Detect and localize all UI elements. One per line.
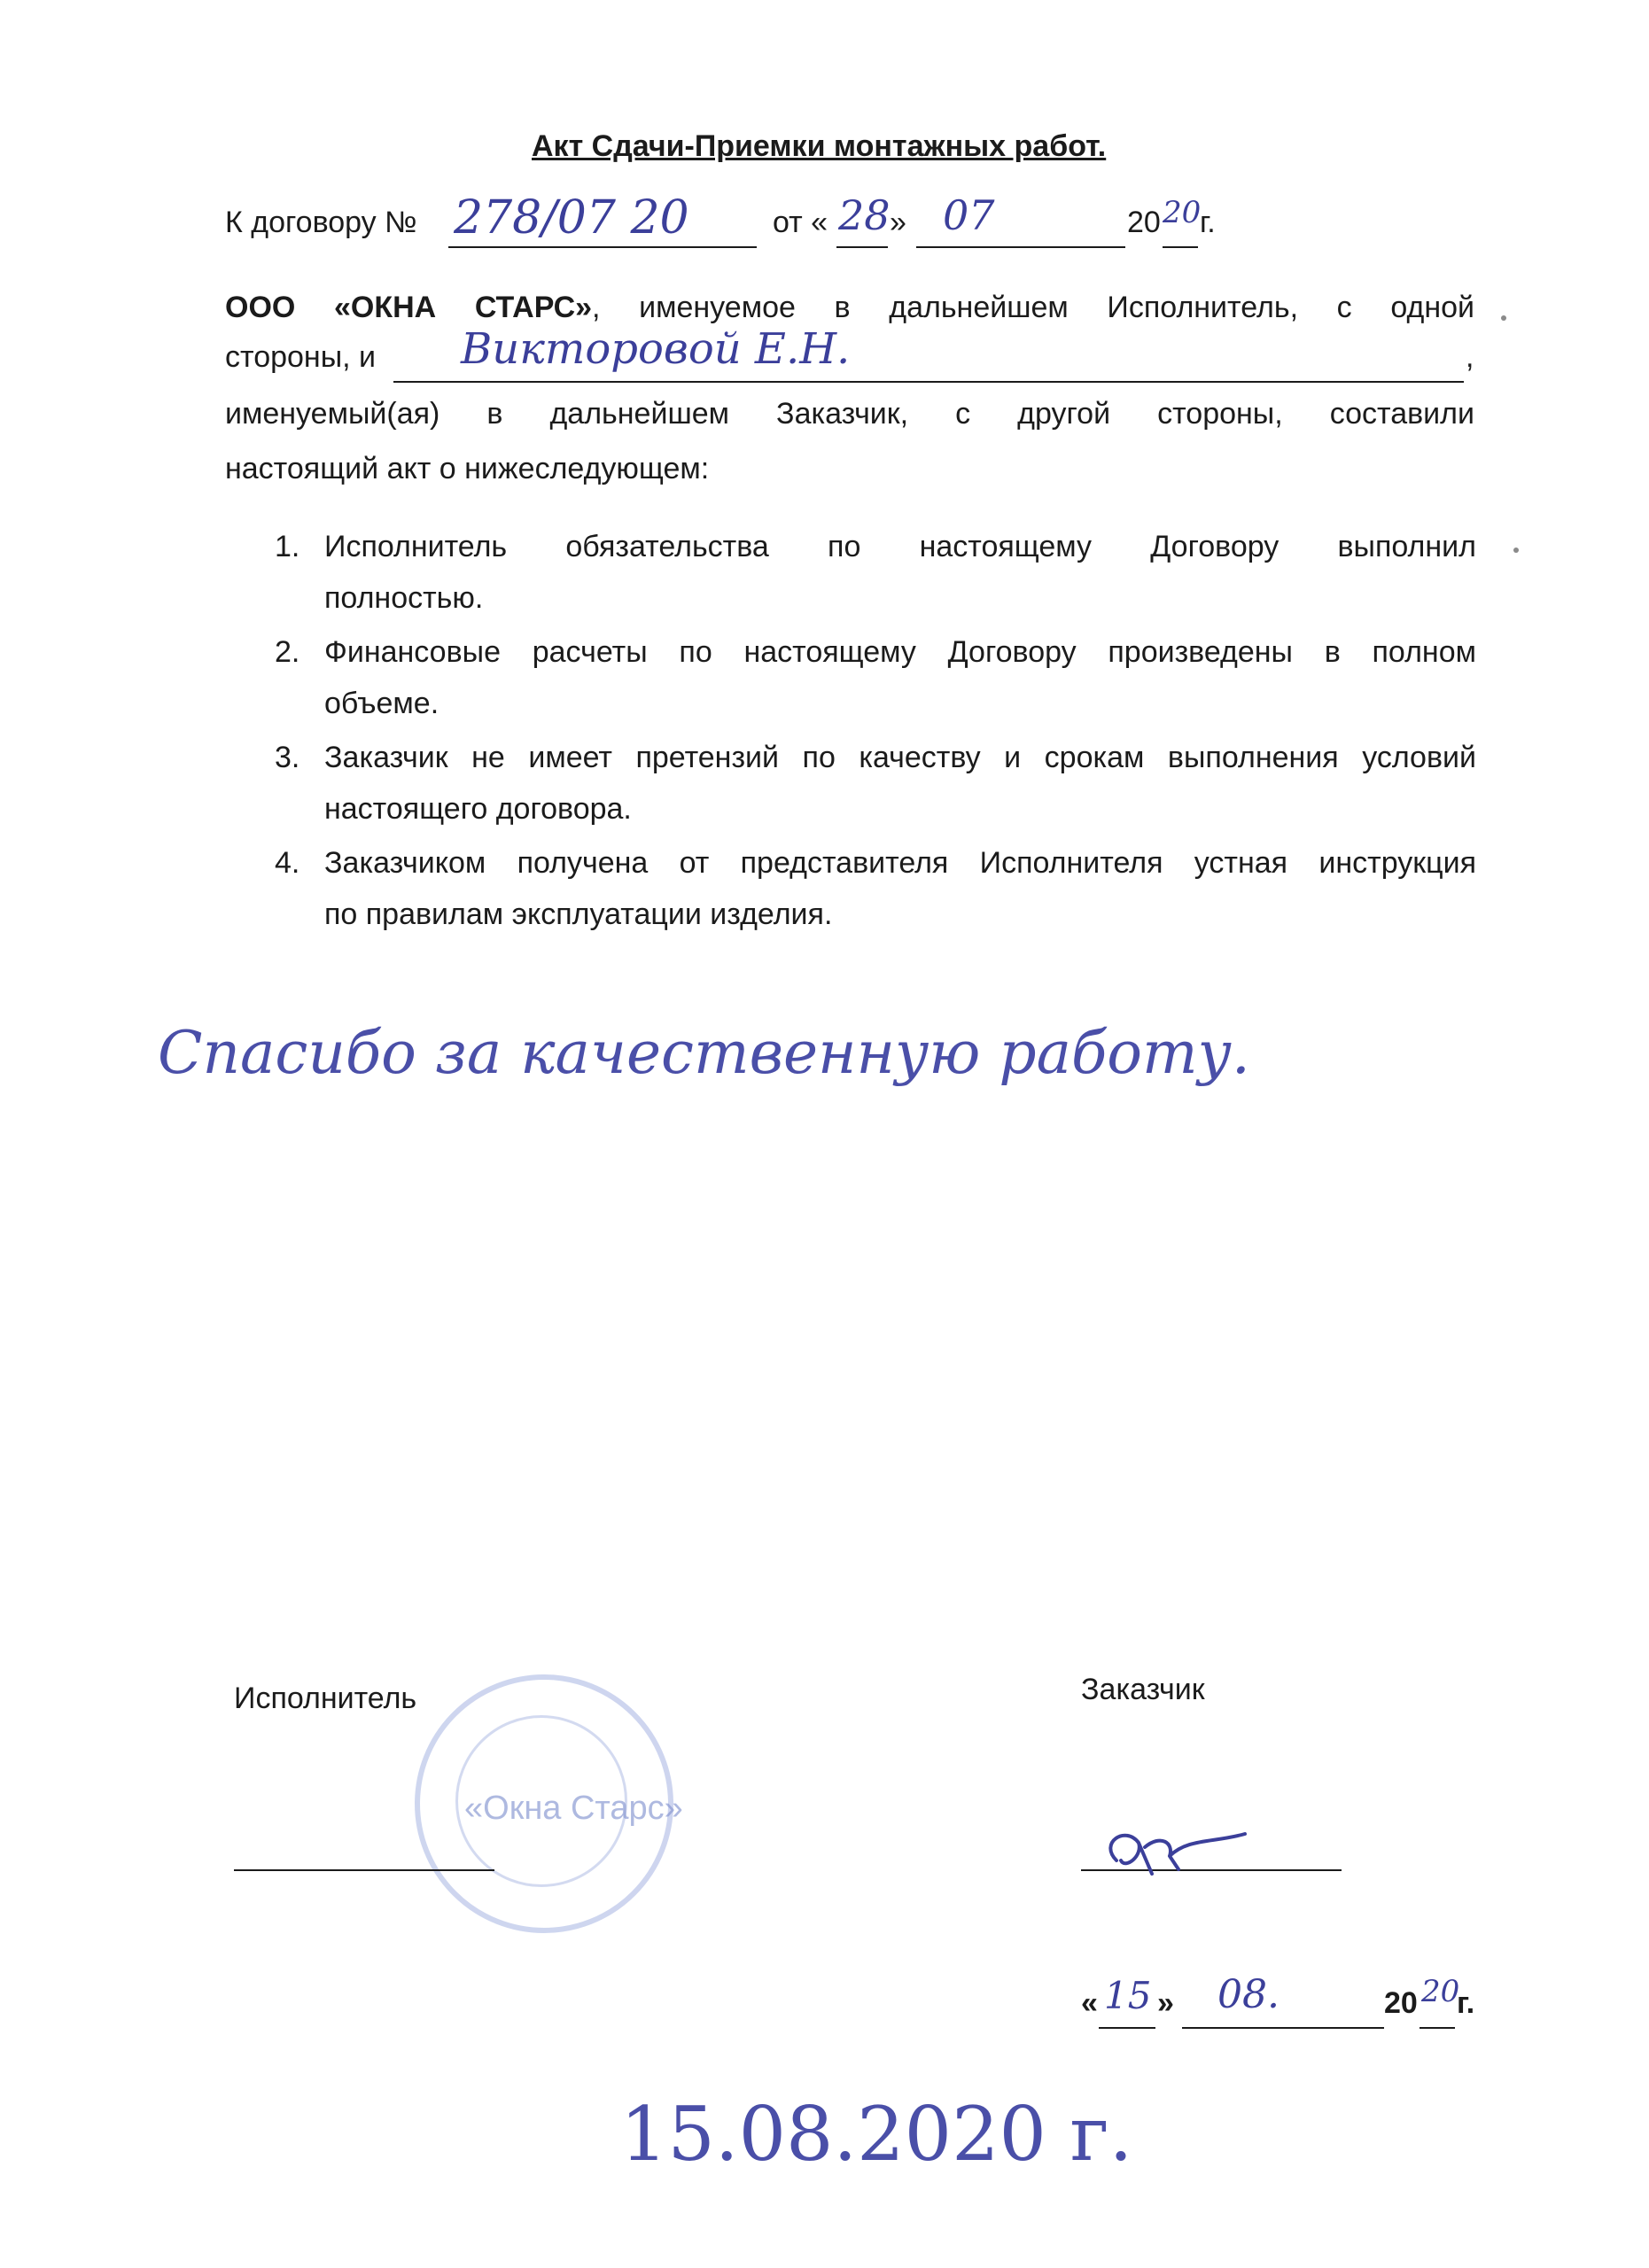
sign-date-year-hand: 20 bbox=[1421, 1974, 1460, 2009]
stamp-text: «Окна Старс» bbox=[464, 1790, 683, 1827]
sign-date-month-blank bbox=[1182, 1988, 1384, 2029]
list-item bbox=[275, 626, 1476, 729]
intro-line-2-suffix: , bbox=[1466, 340, 1474, 374]
customer-name-hand: Викторовой Е.Н. bbox=[461, 324, 851, 374]
intro-line-1-rest: , именуемое в дальнейшем Исполнитель, с одной bbox=[592, 291, 1474, 324]
sign-date-close: » bbox=[1157, 1986, 1174, 2020]
sign-date-day-hand: 15 bbox=[1104, 1974, 1152, 2017]
contract-year-prefix: 20 bbox=[1127, 206, 1161, 239]
contract-year-hand: 20 bbox=[1163, 195, 1202, 230]
list-item-line-1: Заказчиком получена от представителя Исполнителя устная инструкция bbox=[324, 846, 1476, 880]
list-item-line-1: Исполнитель обязательства по настоящему Договору выполнил bbox=[324, 530, 1476, 563]
contract-from: от « bbox=[773, 206, 828, 239]
list-item-number: 4. bbox=[275, 846, 300, 880]
intro-line-4: настоящий акт о нижеследующем: bbox=[225, 452, 710, 485]
handwritten-note: Спасибо за качественную работу. bbox=[158, 1019, 1250, 1087]
document-title: Акт Сдачи-Приемки монтажных работ. bbox=[532, 129, 1107, 163]
terms-list bbox=[275, 521, 1476, 940]
customer-signature bbox=[1090, 1807, 1258, 1887]
sign-date-year-suffix: г. bbox=[1457, 1986, 1475, 2020]
list-item-line-2: по правилам эксплуатации изделия. bbox=[324, 897, 833, 931]
list-item-number: 3. bbox=[275, 741, 300, 774]
contract-year-suffix: г. bbox=[1200, 206, 1216, 239]
executor-label: Исполнитель bbox=[234, 1682, 417, 1715]
contract-month-hand: 07 bbox=[943, 191, 995, 239]
scan-speck bbox=[1513, 548, 1519, 553]
list-item-number: 1. bbox=[275, 530, 300, 563]
company-name: ООО «ОКНА СТАРС» bbox=[225, 291, 593, 324]
contract-quote-close: » bbox=[890, 206, 906, 239]
customer-label: Заказчик bbox=[1081, 1673, 1205, 1706]
sign-date-year-prefix: 20 bbox=[1384, 1986, 1418, 2020]
list-item bbox=[275, 837, 1476, 940]
list-item-number: 2. bbox=[275, 635, 300, 669]
contract-number-hand: 278/07 20 bbox=[454, 191, 689, 245]
intro-line-3: именуемый(ая) в дальнейшем Заказчик, с другой стороны, составили bbox=[225, 397, 1474, 431]
list-item-line-1: Финансовые расчеты по настоящему Договору произведены в полном bbox=[324, 635, 1476, 669]
contract-prefix: К договору № bbox=[225, 206, 417, 239]
contract-day-hand: 28 bbox=[838, 191, 891, 239]
list-item-line-2: объеме. bbox=[324, 687, 439, 720]
list-item-line-2: полностью. bbox=[324, 581, 484, 615]
handwritten-date: 15.08.2020 г. bbox=[620, 2091, 1133, 2178]
executor-signature-line bbox=[234, 1830, 494, 1871]
list-item bbox=[275, 732, 1476, 835]
company-stamp bbox=[415, 1674, 683, 1933]
list-item bbox=[275, 521, 1476, 624]
list-item-line-2: настоящего договора. bbox=[324, 792, 632, 826]
sign-date-open: « bbox=[1081, 1986, 1098, 2020]
scan-speck bbox=[1501, 315, 1506, 321]
intro-line-2-prefix: стороны, и bbox=[225, 340, 377, 374]
list-item-line-1: Заказчик не имеет претензий по качеству и срокам выполнения условий bbox=[324, 741, 1476, 774]
sign-date-month-hand: 08. bbox=[1217, 1972, 1280, 2017]
